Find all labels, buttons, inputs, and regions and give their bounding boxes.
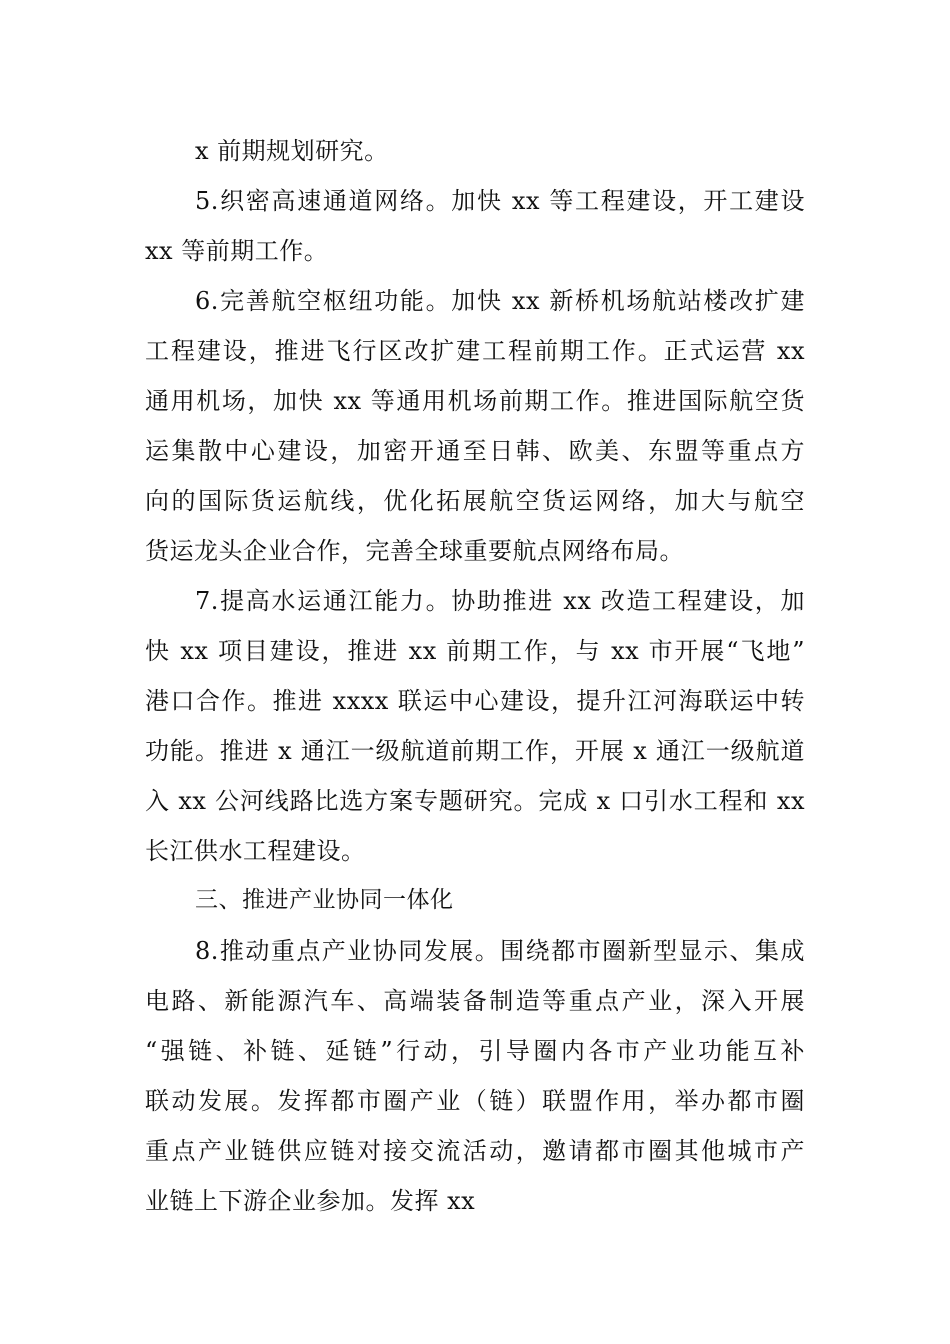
item-6-line: 货运龙头企业合作，完善全球重要航点网络布局。 [145, 537, 684, 565]
item-8-line: 8.推动重点产业协同发展。围绕都市圈新型显示、集成 [195, 937, 805, 965]
item-8-line: 电路、新能源汽车、高端装备制造等重点产业，深入开展 [145, 987, 805, 1015]
item-6-line: 向的国际货运航线，优化拓展航空货运网络，加大与航空 [145, 487, 805, 515]
item-8-line: 重点产业链供应链对接交流活动，邀请都市圈其他城市产 [145, 1137, 805, 1165]
item-5-line: 5.织密高速通道网络。加快 xx 等工程建设，开工建设 [195, 187, 805, 215]
item-7-line: 港口合作。推进 xxxx 联运中心建设，提升江河海联运中转 [145, 687, 805, 715]
item-6-line: 工程建设，推进飞行区改扩建工程前期工作。正式运营 xx [145, 337, 805, 365]
item-7-line: 功能。推进 x 通江一级航道前期工作，开展 x 通江一级航道 [145, 737, 805, 765]
item-6-line: 6.完善航空枢纽功能。加快 xx 新桥机场航站楼改扩建 [195, 287, 805, 315]
item-8-line: 联动发展。发挥都市圈产业（链）联盟作用，举办都市圈 [145, 1087, 805, 1115]
item-7-line: 7.提高水运通江能力。协助推进 xx 改造工程建设，加 [195, 587, 805, 615]
item-8-line: 业链上下游企业参加。发挥 xx [145, 1187, 476, 1215]
item-6-line: 运集散中心建设，加密开通至日韩、欧美、东盟等重点方 [145, 437, 805, 465]
item-7-line: 快 xx 项目建设，推进 xx 前期工作，与 xx 市开展“飞地” [145, 637, 805, 665]
item-7-line: 入 xx 公河线路比选方案专题研究。完成 x 口引水工程和 xx [145, 787, 805, 815]
item-6-line: 通用机场，加快 xx 等通用机场前期工作。推进国际航空货 [145, 387, 805, 415]
item-7-line: 长江供水工程建设。 [145, 837, 366, 865]
item-8-line: “强链、补链、延链”行动，引导圈内各市产业功能互补 [145, 1037, 805, 1065]
section-heading: 三、推进产业协同一体化 [195, 887, 454, 913]
item-5-line: xx 等前期工作。 [145, 237, 329, 265]
paragraph-continuation-line: x 前期规划研究。 [195, 137, 389, 165]
